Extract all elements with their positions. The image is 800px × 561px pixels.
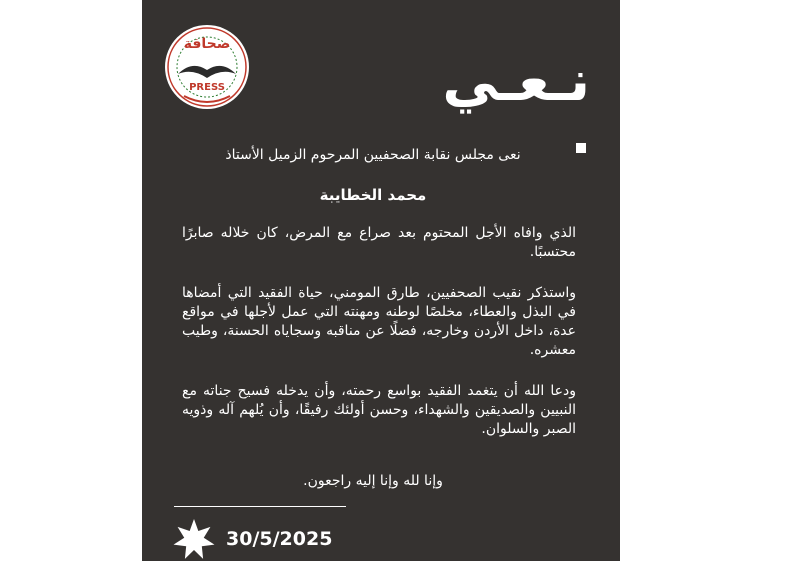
seven-point-star-icon [172,518,216,561]
intro-line: نعى مجلس نقابة الصحفيين المرحوم الزميل الأستاذ [225,147,521,163]
divider [174,506,346,507]
paragraph-2: واستذكر نقيب الصحفيين، طارق المومني، حياة الفقيد التي أمضاها في البذل والعطاء، مخلصًا لوطنه ومهنته التي عمل لأجلها في مواقع عدة، داخل الأردن وخارجه، فضلًا عن مناقبه وسجاياه الحسنة، وطيب معشره. [182,285,576,358]
paragraph-1: الذي وافاه الأجل المحتوم بعد صراع مع المرض، كان خلاله صابرًا محتسبًا. [182,225,576,260]
paragraph-3: ودعا الله أن يتغمد الفقيد بواسع رحمته، وأن يدخله فسيح جناته مع النبيين والصديقين والشهداء، وحسن أولئك رفيقًا، وأن يُلهم آله وذويه الصبر والسلوان. [182,383,576,437]
obituary-card [142,0,620,561]
notice-date: 30/5/2025 [226,528,333,550]
press-logo-icon [164,24,250,110]
press-syndicate-logo [164,24,250,110]
bullet-square [576,143,586,153]
logo-arabic-text: صحافة [183,36,231,52]
logo-press-text: PRESS [189,82,225,93]
deceased-name: محمد الخطايبة [319,186,427,204]
page-title: نـعـي [442,49,590,114]
closing-verse: وإنا لله وإنا إليه راجعون. [303,473,443,489]
